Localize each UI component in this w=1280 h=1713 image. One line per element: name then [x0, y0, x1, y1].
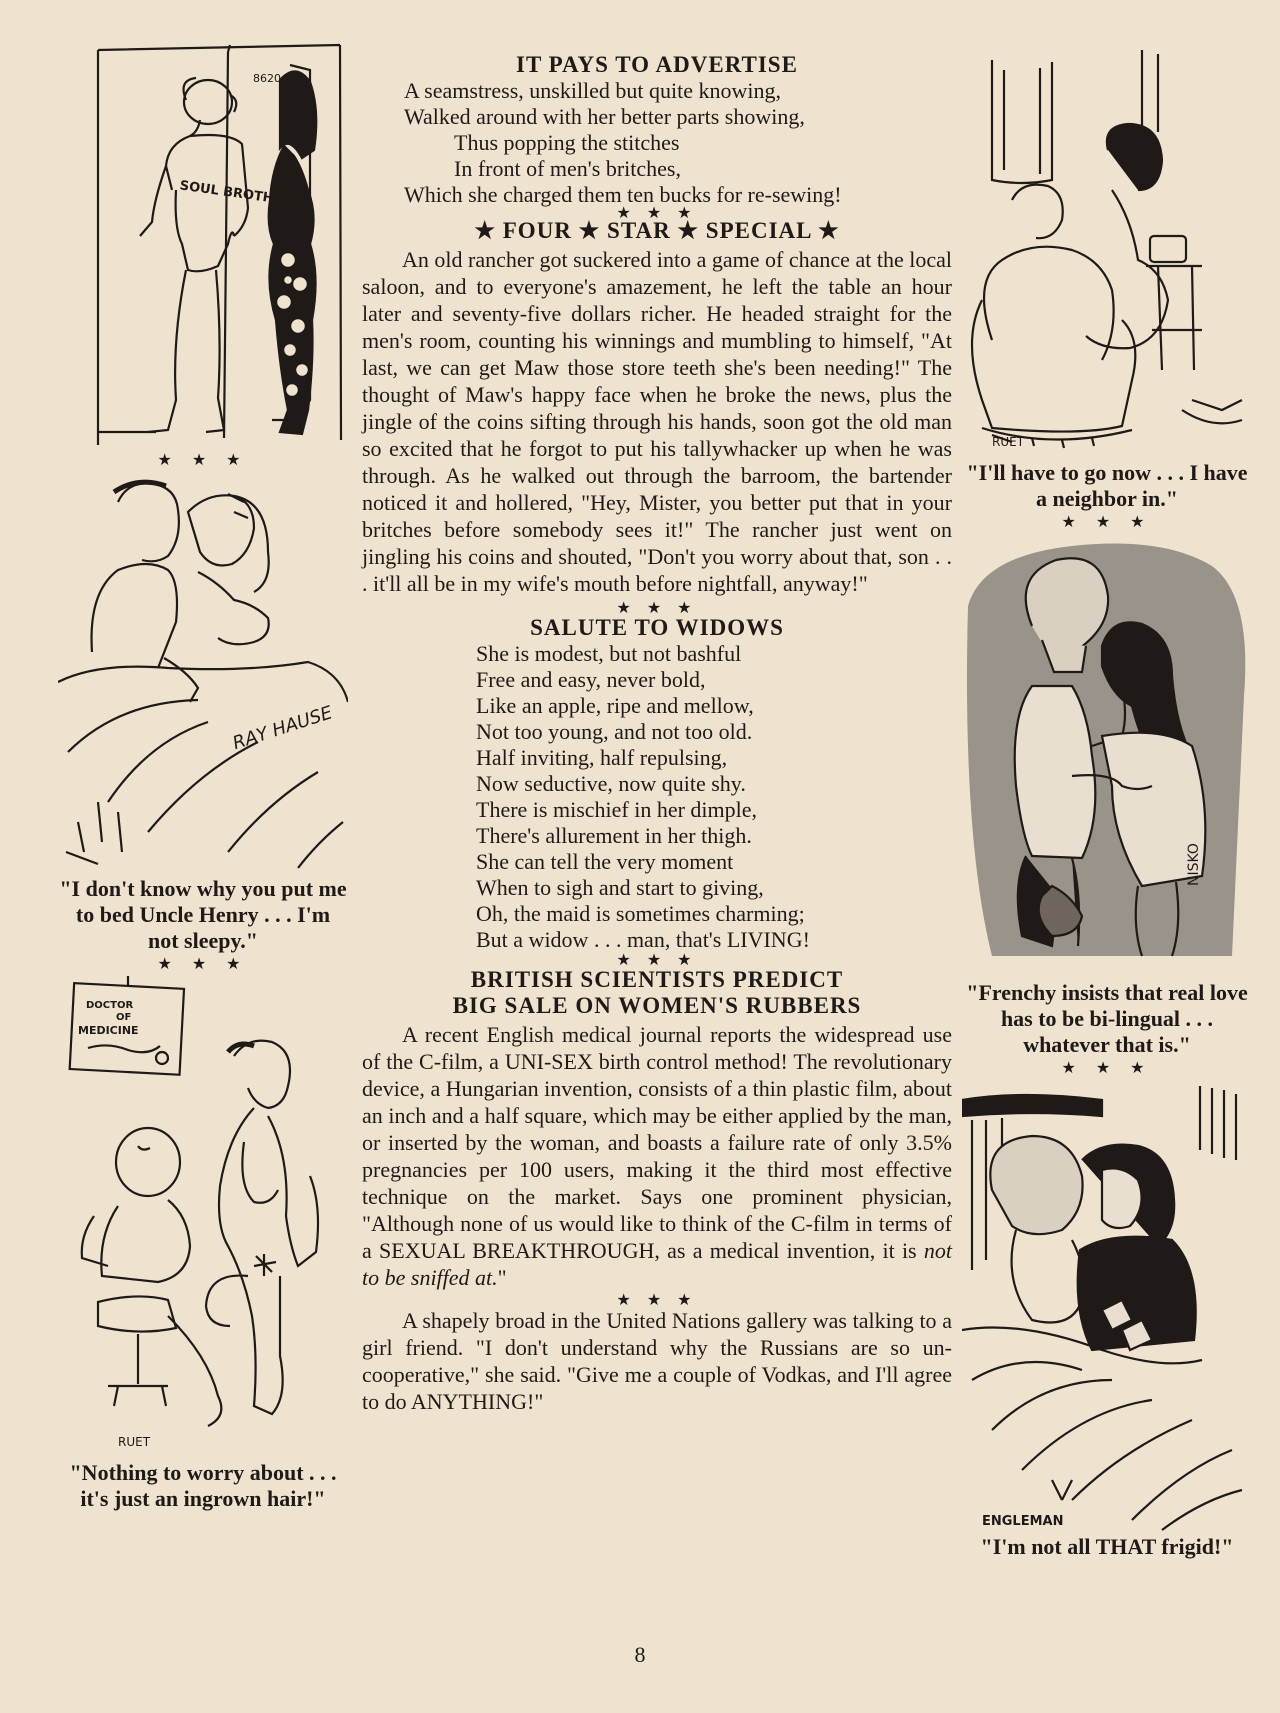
cartoon-caption: "Nothing to worry about . . . it's just an ingrown hair!"	[69, 1460, 337, 1511]
poem-line: Which she charged them ten bucks for re-sewing!	[404, 182, 842, 207]
article-body-end: "	[497, 1265, 507, 1290]
poem-line: She is modest, but not bashful	[476, 641, 742, 666]
cartoon-neighbor	[962, 40, 1252, 460]
cartoon-caption: "I'll have to go now . . . I have a neighbor in."	[966, 460, 1248, 511]
signature: RUET	[118, 1435, 151, 1449]
article-column	[362, 52, 952, 1415]
poem-line: When to sigh and start to giving,	[476, 875, 764, 900]
cartoon-frenchy-illustration	[962, 536, 1252, 976]
cartoon-caption: "Frenchy insists that real love has to be bi-lingual . . . whatever that is."	[966, 980, 1248, 1057]
door-number-text: 8620	[253, 72, 281, 85]
cartoon-neighbor-illustration	[962, 40, 1252, 460]
signature: RUET	[992, 435, 1025, 449]
cartoon-doctor-illustration	[58, 976, 348, 1456]
article-body-italic: not to be sniffed at.	[362, 1238, 953, 1290]
article-title: BRITISH SCIENTISTS PREDICT	[470, 967, 844, 992]
separator-stars: ★ ★ ★	[157, 452, 249, 469]
separator-stars: ★ ★ ★	[616, 600, 698, 617]
separator-stars: ★ ★ ★	[157, 956, 249, 973]
separator-stars: ★ ★ ★	[616, 1292, 698, 1309]
poem-line: She can tell the very moment	[476, 849, 734, 874]
cartoon-frigid-illustration	[962, 1080, 1252, 1540]
poem-line: Oh, the maid is sometimes charming;	[476, 901, 805, 926]
separator-stars: ★ ★ ★	[616, 205, 698, 222]
article-body: A shapely broad in the United Nations gallery was talking to a girl friend. "I don't understand why the Russians are so un-cooperative," she said. "Give me a couple of Vodkas, and I'll agree to do ANYTHING!"	[362, 1308, 952, 1414]
separator-stars: ★ ★ ★	[1061, 1060, 1153, 1077]
diploma-line3: MEDICINE	[78, 1024, 139, 1037]
poem-line: Now seductive, now quite shy.	[476, 771, 746, 796]
cartoon-frenchy	[962, 536, 1252, 976]
poem-line: Not too young, and not too old.	[476, 719, 753, 744]
cartoon-uncle-henry-illustration	[58, 472, 348, 872]
cartoon-caption: "I'm not all THAT frigid!"	[980, 1534, 1234, 1559]
left-cartoon-column	[58, 40, 348, 1512]
poem	[362, 641, 952, 953]
right-cartoon-column	[962, 40, 1252, 1560]
poem-line: Free and easy, never bold,	[476, 667, 706, 692]
article-subtitle: BIG SALE ON WOMEN'S RUBBERS	[452, 993, 862, 1018]
signature: ENGLEMAN	[982, 1514, 1064, 1529]
cartoon-soul-brother	[58, 40, 348, 450]
signature: RAY HAUSE	[230, 702, 336, 755]
article-body-text: A recent English medical journal reports the widespread use of the C-film, a UNI-SEX birth control method! The revolutionary device, a Hungarian invention, consists of a thin plastic film, about an inch and a half square, which may be either applied by the man, or inserted by the woman, and boasts a failure rate of only 3.5% pregnancies per 100 users, making it the third most effective technique on the market. Says one prominent physician, "Although none of us would like to think of the C-film in terms of a SEXUAL BREAKTHROUGH, as a medical invention, it is	[362, 1022, 952, 1263]
article-title: SALUTE TO WIDOWS	[530, 615, 784, 640]
cartoon-soul-brother-illustration	[58, 40, 348, 450]
cartoon-uncle-henry	[58, 472, 348, 872]
poem-line: Half inviting, half repulsing,	[476, 745, 728, 770]
diploma-line2: OF	[116, 1012, 132, 1023]
cartoon-frigid	[962, 1080, 1252, 1540]
page-number: 8	[634, 1642, 646, 1667]
separator-stars: ★ ★ ★	[616, 952, 698, 969]
poem-line: In front of men's britches,	[454, 156, 681, 181]
poem-line: There is mischief in her dimple,	[476, 797, 758, 822]
poem-line: Thus popping the stitches	[454, 130, 680, 155]
poem-line: But a widow . . . man, that's LIVING!	[476, 927, 810, 952]
shirt-text: SOUL BROTHER	[178, 178, 294, 210]
cartoon-doctor	[58, 976, 348, 1456]
signature: NISKO	[1186, 843, 1202, 886]
cartoon-caption: "I don't know why you put me to bed Uncle Henry . . . I'm not sleepy."	[59, 876, 347, 953]
poem-line: Walked around with her better parts showing,	[404, 104, 805, 129]
article-title: IT PAYS TO ADVERTISE	[516, 52, 798, 77]
poem-line: A seamstress, unskilled but quite knowing,	[404, 78, 782, 103]
separator-stars: ★ ★ ★	[1061, 514, 1153, 531]
article-body	[362, 1021, 952, 1291]
diploma-line1: DOCTOR	[86, 1000, 134, 1011]
article-title: ★ FOUR ★ STAR ★ SPECIAL ★	[474, 218, 840, 243]
limerick	[362, 78, 952, 208]
article-body: An old rancher got suckered into a game of chance at the local saloon, and to everyone's amazement, he left the table an hour later and seventy-five dollars richer. He headed straight for the men's room, counting his winnings and mumbling to himself, "At last, we can get Maw those store teeth she's been needing!" The thought of Maw's happy face when he broke the news, plus the jingle of the coins sifting through his hands, soon got the old man so excited that he forgot to put his tallywhacker up when he was through. As he walked out through the barroom, the bartender noticed it and hollered, "Hey, Mister, you better put that in your britches before somebody sees it!" The rancher just went on jingling his coins and shouted, "Don't you worry about that, son . . . it'll all be in my wife's mouth before nightfall, anyway!"	[362, 247, 952, 596]
poem-line: Like an apple, ripe and mellow,	[476, 693, 754, 718]
poem-line: There's allurement in her thigh.	[476, 823, 752, 848]
